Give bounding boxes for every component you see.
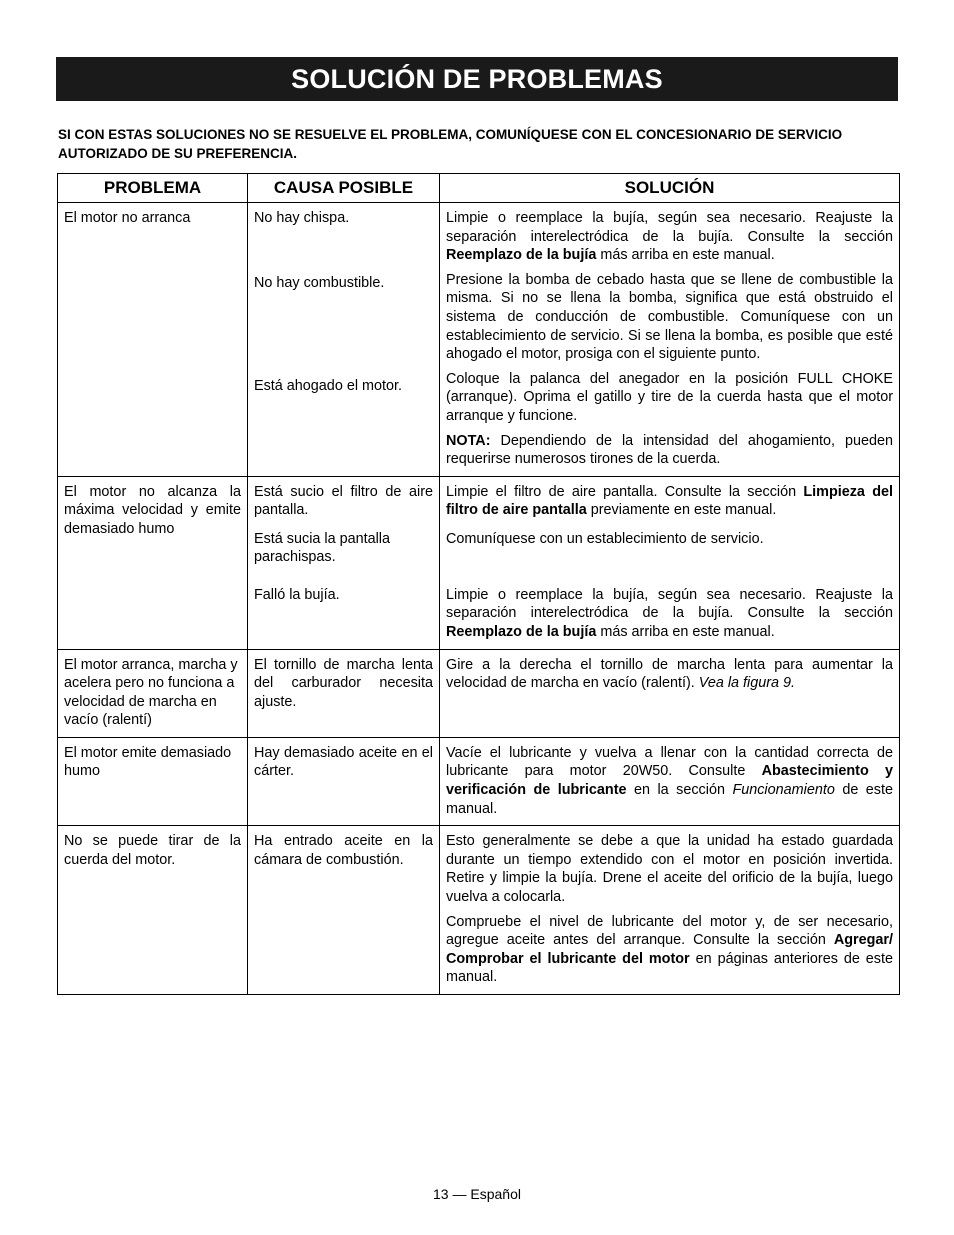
table-row	[58, 649, 900, 737]
cause-cell	[248, 476, 440, 649]
solution-cell	[440, 203, 900, 477]
table-row	[58, 826, 900, 995]
solution-text: Gire a la derecha el tornillo de marcha lenta para aumentar la velocidad de marcha en vacío (ralentí). Vea la figura 9.	[446, 656, 893, 692]
solution-note: NOTA: Dependiendo de la intensidad del ahogamiento, pueden requerirse numerosos tirones de la cuerda.	[446, 432, 893, 468]
cause-text: Está sucio el filtro de aire pantalla.	[254, 483, 433, 519]
page-title: SOLUCIÓN DE PROBLEMAS	[56, 57, 898, 101]
cause-text: Está ahogado el motor.	[254, 378, 403, 394]
header-cause: CAUSA POSIBLE	[248, 174, 440, 203]
problem-cell	[58, 826, 248, 995]
solution-text: Comuníquese con un establecimiento de servicio.	[446, 530, 764, 547]
solution-text: Coloque la palanca del anegador en la posición FULL CHOKE (arranque). Oprima el gatillo y tire de la cuerda hasta que el motor arranque y funcione.	[446, 370, 893, 424]
problem-text: El motor no arranca	[64, 210, 191, 226]
cause-text: Está sucia la pantalla parachispas.	[254, 530, 390, 566]
solution-cell	[440, 826, 900, 995]
solution-cell	[440, 476, 900, 649]
problem-cell	[58, 737, 248, 825]
header-problem: PROBLEMA	[58, 174, 248, 203]
intro-notice: SI CON ESTAS SOLUCIONES NO SE RESUELVE EL PROBLEMA, COMUNÍQUESE CON EL CONCESIONARIO DE SERVICIO AUTORIZADO DE SU PREFERENCIA.	[58, 127, 843, 161]
cause-text: No hay combustible.	[254, 275, 385, 291]
problem-cell	[58, 476, 248, 649]
cause-text: Hay demasiado aceite en el cárter.	[254, 744, 433, 780]
troubleshooting-table	[57, 173, 900, 995]
cause-text: Ha entrado aceite en la cámara de combustión.	[254, 833, 433, 868]
table-row	[58, 203, 900, 477]
table-row	[58, 476, 900, 649]
problem-text: No se puede tirar de la cuerda del motor.	[64, 833, 241, 868]
solution-cell	[440, 737, 900, 825]
cause-cell	[248, 649, 440, 737]
cause-cell	[248, 203, 440, 477]
problem-cell	[58, 203, 248, 477]
problem-text: El motor emite demasiado humo	[64, 744, 232, 780]
cause-text: El tornillo de marcha lenta del carburador necesita ajuste.	[254, 656, 433, 710]
cause-text: No hay chispa.	[254, 210, 350, 226]
cause-text: Falló la bujía.	[254, 586, 340, 603]
solution-text: Limpie el filtro de aire pantalla. Consulte la sección Limpieza del filtro de aire pantalla previamente en este manual.	[446, 483, 893, 519]
table-header-row	[58, 174, 900, 203]
problem-cell	[58, 649, 248, 737]
cause-cell	[248, 826, 440, 995]
problem-text: El motor no alcanza la máxima velocidad y emite demasiado humo	[64, 483, 241, 537]
solution-text: Limpie o reemplace la bujía, según sea necesario. Reajuste la separación interelectródica de la bujía. Consulte la sección Reemplazo de la bujía más arriba en este manual.	[446, 210, 893, 264]
solution-text: Esto generalmente se debe a que la unidad ha estado guardada durante un tiempo extendido con el motor en posición invertida. Retire y limpie la bujía. Drene el aceite del orificio de la bujía, luego vuelva a colocarla.	[446, 833, 893, 906]
solution-text: Limpie o reemplace la bujía, según sea necesario. Reajuste la separación interelectródica de la bujía. Consulte la sección Reemplazo de la bujía más arriba en este manual.	[446, 586, 893, 640]
problem-text: El motor arranca, marcha y acelera pero no funciona a velocidad de marcha en vacío (ralentí)	[64, 656, 238, 729]
solution-text: Vacíe el lubricante y vuelva a llenar con la cantidad correcta de lubricante para motor 20W50. Consulte Abastecimiento y verificación de lubricante en la sección Funcionamiento de este manual.	[446, 744, 894, 817]
table-row	[58, 737, 900, 825]
solution-text: Presione la bomba de cebado hasta que se llene de combustible la misma. Si no se llena la bomba, significa que está obstruido el sistema de conducción de combustible. Comuníquese con un establecimiento de servicio. Si se llena la bomba, es posible que esté ahogado el motor, prosiga con el siguiente punto.	[446, 271, 893, 363]
solution-text: Compruebe el nivel de lubricante del motor y, de ser necesario, agregue aceite antes del arranque. Consulte la sección Agregar/ Comprobar el lubricante del motor en páginas anteriores de este manual.	[446, 913, 894, 986]
page-footer: 13 — Español	[433, 1186, 521, 1202]
cause-cell	[248, 737, 440, 825]
solution-cell	[440, 649, 900, 737]
header-solution: SOLUCIÓN	[440, 174, 900, 203]
